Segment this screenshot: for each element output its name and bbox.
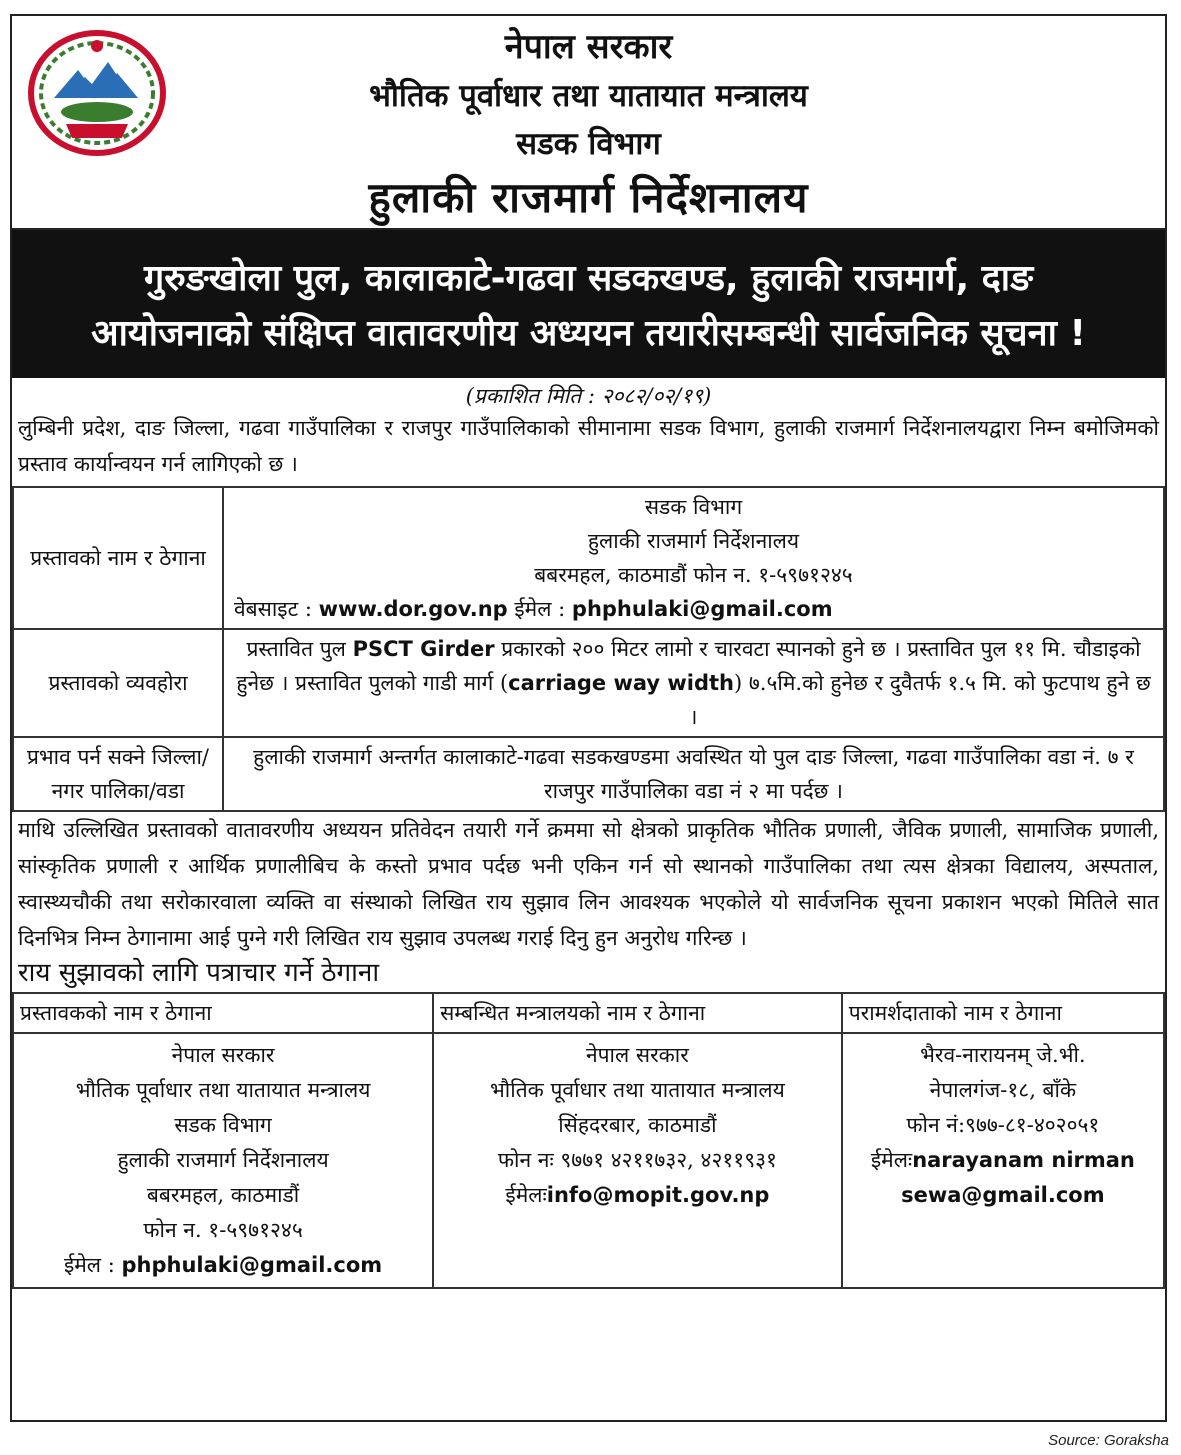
affected-area-value: हुलाकी राजमार्ग अन्तर्गत कालाकाटे-गढवा सडकखण्डमा अवस्थित यो पुल दाङ जिल्ला, गढवा गाउँपालिका वडा नं. ७ र राजपुर गाउँपालिका वडा नं २ मा पर्दछ । (223, 737, 1164, 811)
email-label: ईमेलः (870, 1148, 913, 1172)
header-ministry: भौतिक पूर्वाधार तथा यातायात मन्त्रालय (369, 78, 808, 114)
address-line: बबरमहल, काठमाडौं (146, 1183, 300, 1207)
address-line: नेपाल सरकार (171, 1043, 275, 1067)
address-line: नेपाल सरकार (585, 1043, 689, 1067)
website-link[interactable]: www.dor.gov.np (318, 597, 508, 621)
source-credit: Source: Goraksha (1048, 1432, 1169, 1449)
proposal-line: हुलाकी राजमार्ग निर्देशनालय (587, 529, 800, 553)
table-row (13, 993, 1164, 1033)
email-link[interactable]: phphulaki@gmail.com (121, 1253, 383, 1277)
proposal-description-label: प्रस्तावको व्यवहोरा (13, 629, 223, 737)
body-paragraph: माथि उल्लिखित प्रस्तावको वातावरणीय अध्ययन प्रतिवेदन तयारी गर्ने क्रममा सो क्षेत्रको प्राकृतिक भौतिक प्रणाली, जैविक प्रणाली, सामाजिक प्रणाली, सांस्कृतिक प्रणाली र आर्थिक प्रणालीबिच के कस्तो प्रभाव पर्दछ भनी एकिन गर्न सो स्थानको गाउँपालिका तथा त्यस क्षेत्रका विद्यालय, अस्पताल, स्वास्थ्यचौकी तथा सरोकारवाला व्यक्ति वा संस्थाको लिखित राय सुझाव लिन आवश्यक भएकोले यो सार्वजनिक सूचना प्रकाशन भएको मितिले सात दिनभित्र निम्न ठेगानामा आई पुग्ने गरी लिखित राय सुझाव उपलब्ध गराई दिनु हुन अनुरोध गरिन्छ । (18, 818, 1159, 950)
address-line: हुलाकी राजमार्ग निर्देशनालय (117, 1148, 329, 1172)
address-line: भौतिक पूर्वाधार तथा यातायात मन्त्रालय (75, 1078, 371, 1102)
table-row (13, 737, 1164, 811)
address-line: फोन नः ९७७१ ४२११७३२, ४२११९३१ (497, 1148, 777, 1172)
banner-title-line2: आयोजनाको संक्षिप्त वातावरणीय अध्ययन तयारीसम्बन्धी सार्वजनिक सूचना ! (91, 313, 1086, 354)
address-header-proposer: प्रस्तावकको नाम र ठेगाना (13, 993, 433, 1033)
email-label: ईमेल : (63, 1253, 115, 1277)
address-ministry (433, 1033, 842, 1288)
address-line: सिंहदरबार, काठमाडौं (558, 1113, 717, 1137)
address-header-consultant: परामर्शदाताको नाम र ठेगाना (842, 993, 1164, 1033)
banner-title-line1: गुरुङखोला पुल, कालाकाटे-गढवा सडकखण्ड, हुलाकी राजमार्ग, दाङ (143, 258, 1034, 299)
address-line: नेपालगंज-१८, बाँके (929, 1078, 1077, 1102)
proposal-line: बबरमहल, काठमाडौं फोन न. १-५९७१२४५ (534, 563, 853, 587)
address-line: भौतिक पूर्वाधार तथा यातायात मन्त्रालय (490, 1078, 785, 1102)
address-header-ministry: सम्बन्धित मन्त्रालयको नाम र ठेगाना (433, 993, 842, 1033)
address-line: सडक विभाग (174, 1113, 272, 1137)
contact-heading: राय सुझावको लागि पत्राचार गर्ने ठेगाना (18, 958, 380, 988)
table-row (13, 629, 1164, 737)
email-label: ईमेल : (514, 597, 566, 621)
notice-header (12, 16, 1165, 230)
table-row (13, 487, 1164, 629)
affected-area-label: प्रभाव पर्न सक्ने जिल्ला/नगर पालिका/वडा (13, 737, 223, 811)
address-table (12, 992, 1165, 1289)
nepal-emblem-icon (26, 28, 168, 158)
email-link[interactable]: info@mopit.gov.np (546, 1183, 770, 1207)
intro-paragraph: लुम्बिनी प्रदेश, दाङ जिल्ला, गढवा गाउँपालिका र राजपुर गाउँपालिकाको सीमानामा सडक विभाग, हुलाकी राजमार्ग निर्देशनालयद्वारा निम्न बमोजिमको प्रस्ताव कार्यान्वयन गर्न लागिएको छ । (18, 416, 1159, 476)
header-government: नेपाल सरकार (504, 27, 673, 67)
proposal-description-value (223, 629, 1164, 737)
published-date: (प्रकाशित मिति : २०८२/०२/१९) (465, 384, 712, 408)
description-latin: PSCT Girder (352, 637, 495, 661)
email-label: ईमेलः (505, 1183, 547, 1207)
notice-banner (12, 230, 1165, 378)
description-text: ) ७.५मि.को हुनेछ र दुवैतर्फ १.५ मि. को फुटपाथ हुने छ । (689, 671, 1151, 729)
address-line: भैरव-नारायनम् जे.भी. (920, 1043, 1086, 1067)
email-link-continued[interactable]: sewa@gmail.com (901, 1183, 1105, 1207)
address-proposer (13, 1033, 433, 1288)
address-consultant (842, 1033, 1164, 1288)
table-row (13, 1033, 1164, 1288)
header-directorate: हुलाकी राजमार्ग निर्देशनालय (368, 173, 809, 222)
proposal-name-label: प्रस्तावको नाम र ठेगाना (13, 487, 223, 629)
description-text: प्रकारको २०० मिटर लामो र चारवटा स्पानको हुने छ । प्रस्तावित पुल ११ मि. चौडाइको हुनेछ । प्रस्तावित पुलको गाडी मार्ग ( (236, 637, 1141, 695)
address-email-line (847, 1143, 1159, 1178)
address-line: फोन न. १-५९७१२४५ (143, 1218, 303, 1242)
description-text: प्रस्तावित पुल (246, 637, 346, 661)
proposal-line: सडक विभाग (644, 495, 743, 519)
proposal-info-table (12, 486, 1165, 812)
email-link[interactable]: phphulaki@gmail.com (571, 597, 833, 621)
address-line: फोन नं:९७७-८१-४०२०५१ (906, 1113, 1100, 1137)
header-department: सडक विभाग (516, 126, 661, 162)
email-link[interactable]: narayanam nirman (912, 1148, 1135, 1172)
address-email-line (18, 1248, 428, 1283)
proposal-web-email (234, 592, 1153, 626)
website-label: वेबसाइट : (234, 597, 312, 621)
notice-frame (10, 14, 1167, 1422)
address-email-line (438, 1178, 837, 1213)
description-latin: carriage way width (508, 671, 735, 695)
proposal-name-value (223, 487, 1164, 629)
